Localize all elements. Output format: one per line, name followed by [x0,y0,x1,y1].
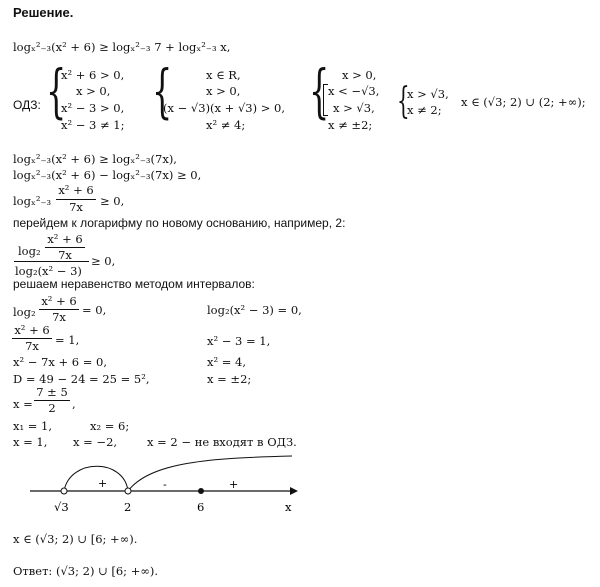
tick-label: 2 [124,500,132,514]
fraction-bar [14,261,89,262]
system-line: x² − 3 ≠ 1; [61,118,125,132]
system-line: x ≠ ±2; [328,118,373,132]
system-line: x > √3, [407,87,449,101]
system-line: x > √3, [333,101,375,115]
system-line: x > 0, [76,84,111,98]
main-inequality: logₓ²₋₃(x² + 6) ≥ logₓ²₋₃ 7 + logₓ²₋₃ x, [13,40,231,54]
page-title: Решение. [13,5,74,20]
axis-label: x [285,500,292,514]
fraction-denominator: log₂(x² − 3) [15,264,82,278]
step-line: ≥ 0, [100,194,125,208]
equation-line: x = [13,397,33,411]
system-brace: { [309,57,330,125]
fraction-numerator: x² + 6 [41,294,77,308]
step-line: ≥ 0, [91,254,116,268]
equation-line: = 1, [55,333,80,347]
equation-line: log₂ [13,305,36,319]
odz-result: x ∈ (√3; 2) ∪ (2; +∞); [461,95,586,109]
odz-label: ОДЗ: [13,98,41,112]
fraction-denominator: 7x [25,339,39,353]
point-open-2 [125,488,131,494]
fraction-denominator: 7x [52,310,66,324]
equation-line: x² − 7x + 6 = 0, [13,355,108,369]
point-filled-6 [198,488,204,494]
equation-line: x₂ = 6; [90,419,130,433]
system-line: x² ≠ 4; [206,118,246,132]
fraction-numerator: x² + 6 [14,323,50,337]
equation-line: x² − 3 = 1, [207,334,271,348]
number-line [0,448,600,528]
fraction-denominator: 7x [58,248,72,262]
tick-label: √3 [54,500,69,514]
equation-line: x₁ = 1, [13,419,53,433]
equation-line: x = −2, [73,435,118,449]
system-brace: { [397,81,410,122]
tick-label: 6 [197,500,205,514]
equation-line: log₂(x² − 3) = 0, [207,303,302,317]
equation-line: , [72,397,76,411]
system-line: x ∈ R, [206,68,241,82]
answer-set: x ∈ (√3; 2) ∪ [6; +∞). [13,532,138,546]
interval-arc [64,466,128,491]
equation-line: x = ±2; [207,372,252,386]
final-answer: Ответ: (√3; 2) ∪ [6; +∞). [13,564,159,578]
fraction-numerator: x² + 6 [47,232,83,246]
fraction-numerator: x² + 6 [58,183,94,197]
system-line: x² − 3 > 0, [61,101,125,115]
equation-line: D = 49 − 24 = 25 = 5², [13,372,150,386]
step-line: logₓ²₋₃(x² + 6) ≥ logₓ²₋₃(7x), [13,152,177,166]
system-brace: { [152,57,173,125]
sign-label: + [98,477,108,490]
system-line: (x − √3)(x + √3) > 0, [163,101,286,115]
interval-arc [128,456,292,491]
system-line: x < −√3, [328,84,380,98]
system-line: x² + 6 > 0, [61,68,125,82]
axis-arrow [290,487,298,495]
transition-text: перейдем к логарифму по новому основанию, например, 2: [13,216,346,230]
point-open-sqrt3 [61,488,67,494]
equation-line: x = 1, [13,435,48,449]
sign-label: - [163,478,167,491]
equation-line: = 0, [82,303,107,317]
method-text: решаем неравенство методом интервалов: [13,277,255,291]
system-line: x > 0, [342,68,377,82]
step-line: logₓ²₋₃ [13,194,52,208]
system-line: x > 0, [206,84,241,98]
fraction-numerator: 7 ± 5 [36,385,68,399]
sign-label: + [229,478,239,491]
system-line: x ≠ 2; [407,103,442,117]
system-brace: { [46,57,67,125]
fraction-part: log₂ [18,244,41,258]
equation-line: x = 2 − не входят в ОДЗ. [147,435,297,449]
step-line: logₓ²₋₃(x² + 6) − logₓ²₋₃(7x) ≥ 0, [13,168,202,182]
fraction-denominator: 7x [69,200,83,214]
equation-line: x² = 4, [207,355,247,369]
fraction-denominator: 2 [48,401,56,415]
